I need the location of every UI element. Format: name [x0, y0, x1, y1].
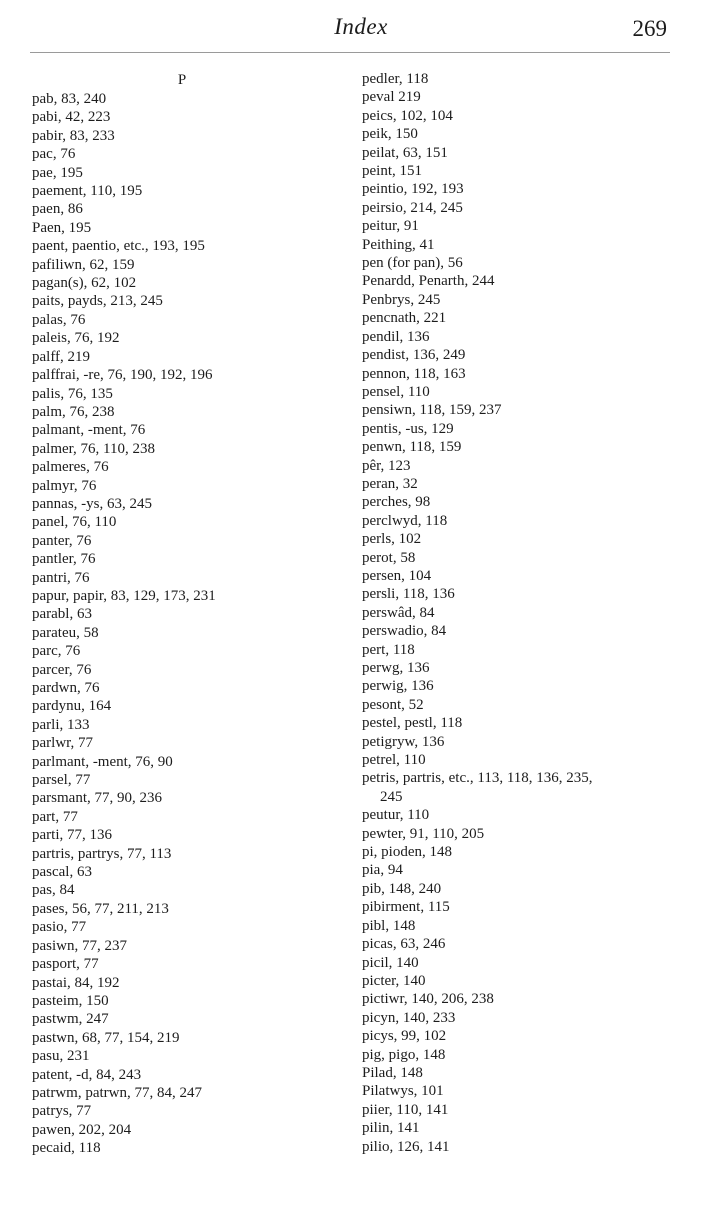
- index-entry: parti, 77, 136: [32, 827, 112, 844]
- index-entry: parateu, 58: [32, 624, 99, 641]
- index-entry: pig, pigo, 148: [362, 1046, 446, 1063]
- index-entry: pert, 118: [362, 641, 415, 658]
- index-entry: palmant, -ment, 76: [32, 422, 146, 439]
- index-entry: pantri, 76: [32, 569, 90, 586]
- page-number: 269: [632, 16, 667, 41]
- index-entry: pardynu, 164: [32, 698, 112, 715]
- index-entry: panel, 76, 110: [32, 514, 117, 531]
- index-entry: pedler, 118: [362, 71, 429, 87]
- index-entry: Peithing, 41: [362, 236, 435, 253]
- index-entry: persli, 118, 136: [362, 586, 455, 603]
- index-entry: pib, 148, 240: [362, 880, 442, 897]
- index-entry: petris, partris, etc., 113, 118, 136, 235,: [362, 770, 593, 787]
- index-entry: pasport, 77: [32, 956, 99, 973]
- index-entry: 245: [380, 788, 403, 805]
- index-entry: paleis, 76, 192: [32, 330, 120, 347]
- index-entry: perls, 102: [362, 531, 422, 548]
- index-entry: pi, pioden, 148: [362, 844, 452, 861]
- index-entry: parsmant, 77, 90, 236: [32, 790, 162, 807]
- index-entry: paement, 110, 195: [32, 183, 143, 200]
- index-entry: picil, 140: [362, 954, 419, 971]
- index-entry: pasio, 77: [32, 919, 87, 936]
- index-entry: peilat, 63, 151: [362, 144, 448, 161]
- index-entry: pesont, 52: [362, 696, 424, 713]
- index-entry: pae, 195: [32, 164, 83, 181]
- index-entry: parcer, 76: [32, 661, 92, 678]
- index-entry: peitur, 91: [362, 218, 419, 235]
- index-entry: pab, 83, 240: [32, 91, 107, 107]
- index-entry: pannas, -ys, 63, 245: [32, 495, 152, 512]
- index-entry: pecaid, 118: [32, 1140, 101, 1157]
- index-entry: picyn, 140, 233: [362, 1009, 456, 1026]
- index-entry: pases, 56, 77, 211, 213: [32, 900, 169, 917]
- index-entry: perwig, 136: [362, 678, 434, 695]
- index-entry: perswâd, 84: [362, 604, 435, 621]
- index-entry: pestel, pestl, 118: [362, 715, 463, 732]
- index-entry: peutur, 110: [362, 807, 430, 824]
- index-entry: part, 77: [32, 808, 78, 825]
- index-entry: palmeres, 76: [32, 459, 109, 476]
- index-entry: palas, 76: [32, 311, 86, 328]
- index-entry: pafiliwn, 62, 159: [32, 256, 135, 273]
- index-entry: penwn, 118, 159: [362, 439, 462, 456]
- index-entry: papur, papir, 83, 129, 173, 231: [32, 587, 216, 604]
- index-entry: peics, 102, 104: [362, 107, 453, 124]
- index-entry: palff, 219: [32, 348, 91, 365]
- index-entry: palm, 76, 238: [32, 403, 115, 420]
- index-entry: pabi, 42, 223: [32, 109, 111, 126]
- index-entry: peran, 32: [362, 475, 418, 492]
- index-entry: persen, 104: [362, 567, 432, 584]
- index-entry: pensiwn, 118, 159, 237: [362, 402, 502, 419]
- index-entry: pen (for pan), 56: [362, 255, 463, 272]
- index-entry: pibirment, 115: [362, 899, 450, 916]
- index-entry: palffrai, -re, 76, 190, 192, 196: [32, 367, 213, 384]
- index-entry: perot, 58: [362, 549, 416, 566]
- section-letter: P: [177, 72, 187, 88]
- index-entry: pas, 84: [32, 882, 75, 899]
- index-entry: Penardd, Penarth, 244: [362, 273, 495, 290]
- index-entry: palis, 76, 135: [32, 385, 113, 402]
- index-entry: pilin, 141: [362, 1120, 420, 1137]
- index-entry: pencnath, 221: [362, 310, 447, 327]
- index-entry: parc, 76: [32, 643, 81, 660]
- header-rule: [30, 52, 670, 53]
- index-entry: paent, paentio, etc., 193, 195: [32, 238, 205, 255]
- index-entry: pendist, 136, 249: [362, 347, 466, 364]
- index-entry: petrel, 110: [362, 752, 426, 769]
- right-entries: [362, 70, 682, 1156]
- index-entry: picys, 99, 102: [362, 1028, 447, 1045]
- index-entry: Paen, 195: [32, 219, 92, 236]
- index-entry: pilio, 126, 141: [362, 1138, 450, 1155]
- index-entry: piier, 110, 141: [362, 1101, 449, 1118]
- index-entry: pasiwn, 77, 237: [32, 937, 127, 954]
- index-entry: perches, 98: [362, 494, 431, 511]
- index-entry: pendil, 136: [362, 328, 430, 345]
- index-entry: perclwyd, 118: [362, 512, 448, 529]
- index-entry: petigryw, 136: [362, 733, 445, 750]
- index-entry: paits, payds, 213, 245: [32, 293, 163, 310]
- index-entry: pagan(s), 62, 102: [32, 275, 137, 292]
- page-header-title: Index: [334, 14, 388, 39]
- index-entry: pasteim, 150: [32, 992, 109, 1009]
- index-entry: pawen, 202, 204: [32, 1121, 132, 1138]
- index-entry: parabl, 63: [32, 606, 92, 623]
- index-entry: pensel, 110: [362, 383, 430, 400]
- index-entry: perswadio, 84: [362, 623, 447, 640]
- index-entry: Pilatwys, 101: [362, 1083, 444, 1100]
- index-entry: pictiwr, 140, 206, 238: [362, 991, 494, 1008]
- index-entry: pasu, 231: [32, 1048, 90, 1065]
- index-entry: pêr, 123: [362, 457, 411, 474]
- index-entry: patrys, 77: [32, 1103, 92, 1120]
- index-entry: peval 219: [362, 89, 421, 106]
- index-entry: perwg, 136: [362, 660, 430, 676]
- index-entry: pastwm, 247: [32, 1011, 109, 1028]
- index-entry: paen, 86: [32, 201, 83, 218]
- index-entry: palmer, 76, 110, 238: [32, 440, 155, 457]
- index-entry: Pilad, 148: [362, 1064, 423, 1081]
- index-entry: panter, 76: [32, 532, 92, 549]
- index-entry: peik, 150: [362, 126, 418, 143]
- index-entry: patrwm, patrwn, 77, 84, 247: [32, 1084, 202, 1101]
- index-entry: pewter, 91, 110, 205: [362, 825, 485, 842]
- index-entry: pac, 76: [32, 146, 76, 163]
- left-entries: [32, 90, 342, 1158]
- index-entry: peint, 151: [362, 163, 422, 180]
- index-entry: peintio, 192, 193: [362, 181, 464, 198]
- index-entry: pabir, 83, 233: [32, 127, 115, 144]
- index-entry: pastwn, 68, 77, 154, 219: [32, 1029, 180, 1046]
- index-entry: partris, partrys, 77, 113: [32, 845, 172, 862]
- index-column-right: [362, 70, 682, 1156]
- index-entry: palmyr, 76: [32, 477, 97, 494]
- index-column-left: [32, 70, 342, 1158]
- index-entry: parli, 133: [32, 716, 90, 733]
- index-entry: parlwr, 77: [32, 735, 94, 752]
- index-entry: pibl, 148: [362, 917, 416, 934]
- index-entry: parsel, 77: [32, 772, 91, 789]
- index-entry: pentis, -us, 129: [362, 420, 454, 437]
- index-entry: picter, 140: [362, 972, 426, 989]
- index-entry: Penbrys, 245: [362, 291, 441, 308]
- index-entry: peirsio, 214, 245: [362, 199, 463, 216]
- index-entry: pastai, 84, 192: [32, 974, 120, 991]
- index-entry: patent, -d, 84, 243: [32, 1066, 142, 1083]
- index-entry: picas, 63, 246: [362, 936, 446, 953]
- index-entry: pascal, 63: [32, 864, 92, 881]
- index-entry: pantler, 76: [32, 551, 96, 568]
- index-entry: parlmant, -ment, 76, 90: [32, 753, 173, 770]
- index-entry: pia, 94: [362, 862, 403, 879]
- index-entry: pennon, 118, 163: [362, 365, 466, 382]
- index-entry: pardwn, 76: [32, 680, 100, 696]
